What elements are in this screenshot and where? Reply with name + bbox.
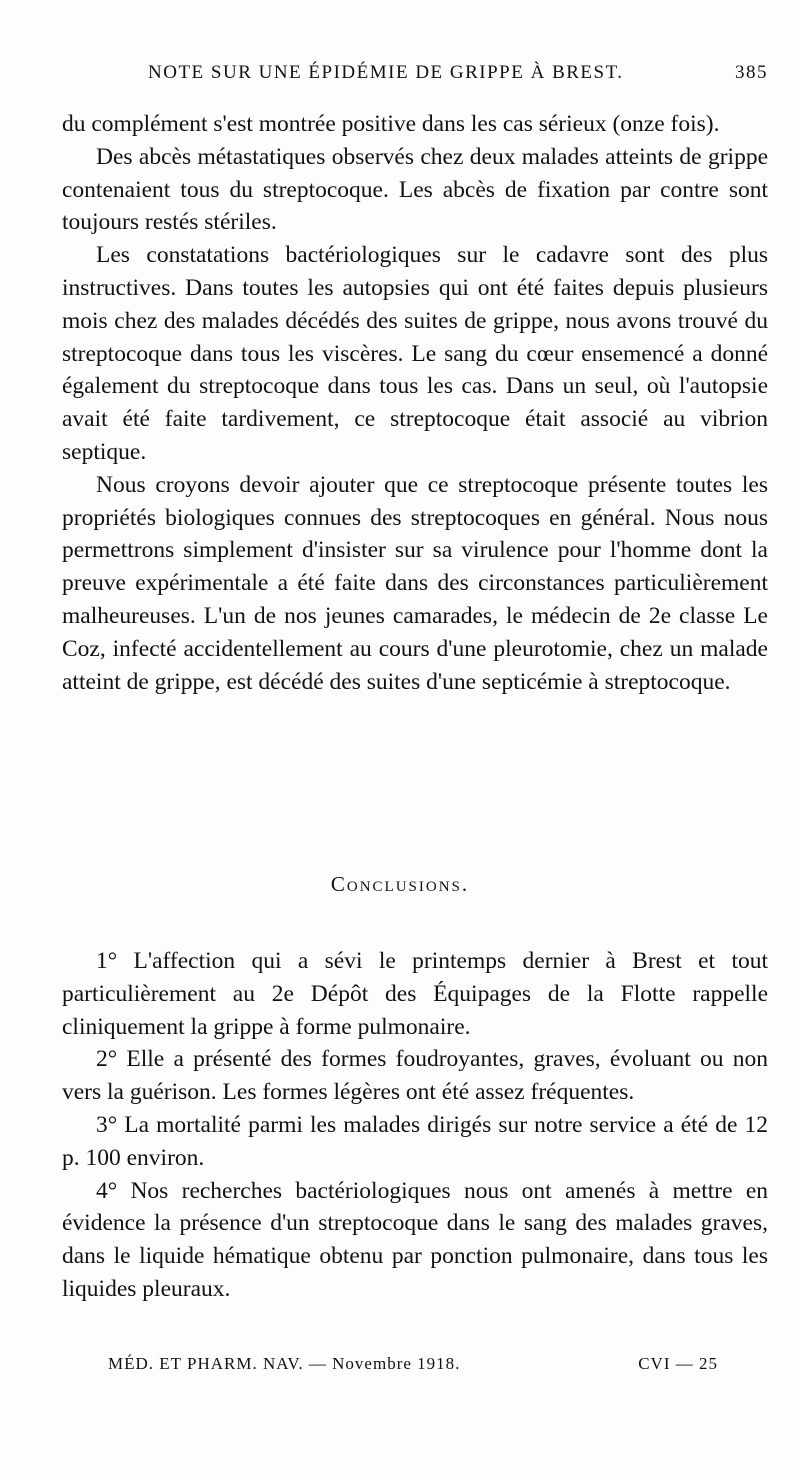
paragraph: du complément s'est montrée positive dans les cas sérieux (onze fois).	[62, 111, 720, 137]
paragraph: Des abcès métastatiques observés chez deux malades atteints de grippe contenaient tous du streptocoque. Les abcès de fixation par contre sont toujours restés stériles.	[62, 143, 768, 236]
conclusion-item: 3° La mortalité parmi les malades dirigés sur notre service a été de 12 p. 100 environ.	[62, 1111, 768, 1171]
conclusion-item: 2° Elle a présenté des formes foudroyantes, graves, évoluant ou non vers la guérison. Les formes légères ont été assez fréquentes.	[62, 1046, 768, 1106]
running-header	[148, 62, 768, 92]
conclusion-item: 4° Nos recherches bactériologiques nous ont amenés à mettre en évidence la présence d'un streptocoque dans le sang des malades graves, dans le liquide hématique obtenu par ponction pulmonaire, dans tous les liquides pleuraux.	[62, 1177, 768, 1302]
paragraph: Nous croyons devoir ajouter que ce streptocoque présente toutes les propriétés biologiques connues des streptocoques en général. Nous nous permettrons simplement d'insister sur sa virulence pour l'homme dont la preuve expérimentale a été faite dans des circonstances particulièrement malheureuses. L'un de nos jeunes camarades, le médecin de 2e classe Le Coz, infecté accidentellement au cours d'une pleurotomie, chez un malade atteint de grippe, est décédé des suites d'une septicémie à streptocoque.	[62, 471, 768, 695]
page-footer	[108, 1354, 718, 1382]
paragraph: Les constatations bactériologiques sur le cadavre sont des plus instructives. Dans toutes les autopsies qui ont été faites depuis plusieurs mois chez des malades décédés des suites de grippe, nous avons trouvé du streptocoque dans tous les viscères. Le sang du cœur ensemencé a donné également du streptocoque dans tous les cas. Dans un seul, où l'autopsie avait été faite tardivement, ce streptocoque était associé au vibrion septique.	[62, 242, 768, 465]
signature-mark: CVI — 25	[638, 1354, 718, 1373]
conclusion-item: 1° L'affection qui a sévi le printemps dernier à Brest et tout particulièrement au 2e Dépôt des Équipages de la Flotte rappelle cliniquement la grippe à forme pulmonaire.	[62, 948, 768, 1040]
section-heading: Conclusions.	[330, 872, 470, 896]
running-title: NOTE SUR UNE ÉPIDÉMIE DE GRIPPE À BREST.	[148, 62, 624, 83]
body-text-top	[62, 108, 768, 698]
page-number: 385	[735, 62, 768, 83]
journal-reference: MÉD. ET PHARM. NAV. — Novembre 1918.	[108, 1354, 461, 1373]
conclusions-list	[62, 945, 768, 1306]
